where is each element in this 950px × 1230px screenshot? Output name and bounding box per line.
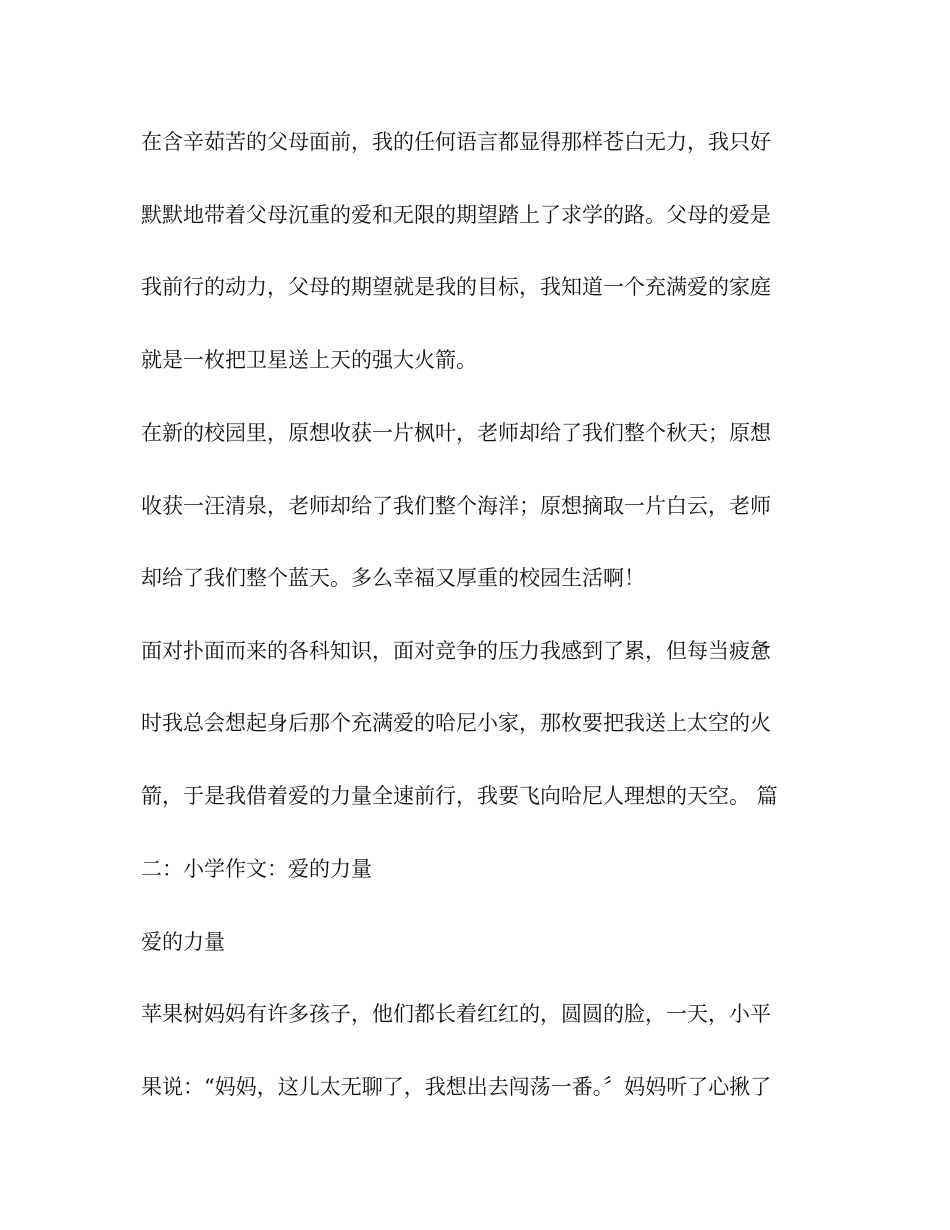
- text-line: 默默地带着父母沉重的爱和无限的期望踏上了求学的路。父母的爱是: [141, 203, 771, 227]
- text-line: 果说：“妈妈，这儿太无聊了，我想出去闯荡一番。〞妈妈听了心揪了: [141, 1075, 772, 1099]
- section-heading: 爱的力量: [141, 930, 225, 954]
- text-line: 在含辛茹苦的父母面前，我的任何语言都显得那样苍白无力，我只好: [141, 130, 771, 154]
- text-line: 收获一汪清泉，老师却给了我们整个海洋；原想摘取一片白云，老师: [141, 494, 771, 518]
- text-line: 我前行的动力，父母的期望就是我的目标，我知道一个充满爱的家庭: [141, 275, 771, 299]
- text-line: 时我总会想起身后那个充满爱的哈尼小家，那枚要把我送上太空的火: [141, 711, 771, 735]
- text-line: 苹果树妈妈有许多孩子，他们都长着红红的，圆圆的脸，一天，小平: [141, 1002, 771, 1026]
- text-line: 二：小学作文：爱的力量: [141, 857, 372, 881]
- text-line: 却给了我们整个蓝天。多么幸福又厚重的校园生活啊！: [141, 566, 645, 590]
- text-line: 就是一枚把卫星送上天的强大火箭。: [141, 348, 477, 372]
- text-line: 箭，于是我借着爱的力量全速前行，我要飞向哈尼人理想的天空。 篇: [141, 784, 778, 808]
- text-line: 在新的校园里，原想收获一片枫叶，老师却给了我们整个秋天；原想: [141, 421, 771, 445]
- text-line: 面对扑面而来的各科知识，面对竞争的压力我感到了累，但每当疲惫: [141, 639, 771, 663]
